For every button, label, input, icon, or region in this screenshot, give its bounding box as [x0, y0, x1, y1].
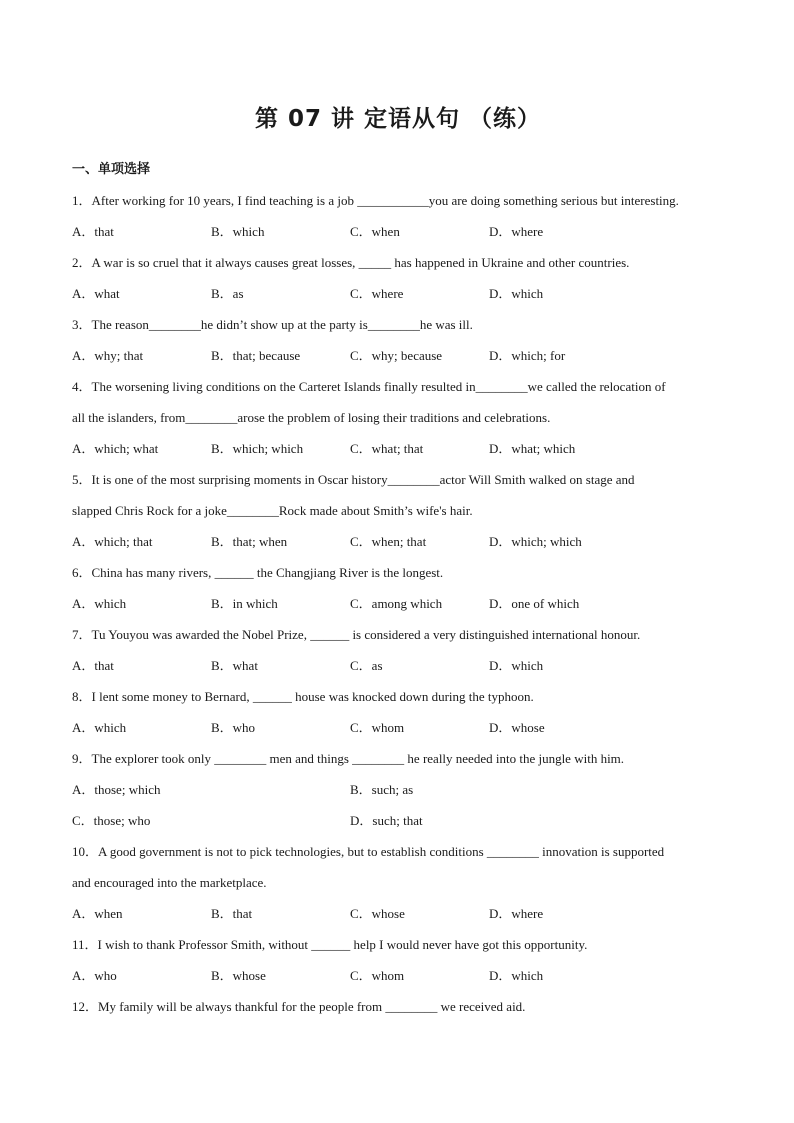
- option-a: A．which; what: [72, 441, 159, 456]
- answer-options: [72, 898, 724, 929]
- question-text: 8．I lent some money to Bernard, ______ house was knocked down during the typhoon.: [72, 689, 534, 704]
- question: [72, 619, 724, 681]
- question: [72, 309, 724, 371]
- option-d: D．one of which: [489, 596, 580, 611]
- option-c: C．as: [350, 658, 383, 673]
- question: [72, 681, 724, 743]
- option-b: B．whose: [211, 968, 266, 983]
- question: [72, 185, 724, 247]
- option-b: B．as: [211, 286, 244, 301]
- question: [72, 247, 724, 309]
- option-a: A．why; that: [72, 348, 144, 363]
- answer-options-row-2: [72, 805, 724, 836]
- option-b: B．that; when: [211, 534, 288, 549]
- question-text-continued: and encouraged into the marketplace.: [72, 875, 267, 890]
- option-d: D．which; which: [489, 534, 582, 549]
- option-a: A．that: [72, 658, 114, 673]
- question-text: 2．A war is so cruel that it always causes great losses, _____ has happened in Ukraine and other countries.: [72, 255, 630, 270]
- option-b: B．such; as: [350, 782, 414, 797]
- question-text: 7．Tu Youyou was awarded the Nobel Prize, ______ is considered a very distinguished international honour.: [72, 627, 641, 642]
- answer-options: [72, 712, 724, 743]
- option-c: C．what; that: [350, 441, 424, 456]
- option-c: C．when: [350, 224, 400, 239]
- answer-options: [72, 526, 724, 557]
- option-a: A．which: [72, 596, 127, 611]
- option-c: C．whom: [350, 720, 405, 735]
- question-text-continued: all the islanders, from________arose the problem of losing their traditions and celebrations.: [72, 410, 551, 425]
- question-text: 10．A good government is not to pick technologies, but to establish conditions ________ innovation is supported: [72, 844, 665, 859]
- answer-options: [72, 960, 724, 991]
- option-c: C．why; because: [350, 348, 443, 363]
- option-c: C．among which: [350, 596, 443, 611]
- option-b: B．what: [211, 658, 258, 673]
- option-b: B．that: [211, 906, 253, 921]
- question-text-continued: slapped Chris Rock for a joke________Rock made about Smith’s wife's hair.: [72, 503, 473, 518]
- option-c: C．where: [350, 286, 404, 301]
- option-a: A．when: [72, 906, 123, 921]
- question: [72, 991, 724, 1022]
- option-d: D．whose: [489, 720, 545, 735]
- question-text: 12．My family will be always thankful for the people from ________ we received aid.: [72, 999, 526, 1014]
- answer-options: [72, 650, 724, 681]
- option-a: A．that: [72, 224, 114, 239]
- question-text: 1．After working for 10 years, I find teaching is a job ___________you are doing something serious but interesting.: [72, 193, 679, 208]
- option-a: A．those; which: [72, 782, 161, 797]
- option-d: D．which; for: [489, 348, 566, 363]
- answer-options: [72, 340, 724, 371]
- option-d: D．such; that: [350, 813, 423, 828]
- question: [72, 836, 724, 929]
- option-c: C．whose: [350, 906, 405, 921]
- option-b: B．who: [211, 720, 256, 735]
- question-text: 4．The worsening living conditions on the Carteret Islands finally resulted in________we called the relocation of: [72, 379, 666, 394]
- question: [72, 929, 724, 991]
- option-c: C．those; who: [72, 813, 151, 828]
- option-d: D．which: [489, 286, 544, 301]
- question: [72, 371, 724, 464]
- question: [72, 557, 724, 619]
- option-d: D．where: [489, 224, 544, 239]
- option-d: D．which: [489, 658, 544, 673]
- section-heading: 一、单项选择: [72, 162, 151, 177]
- option-c: C．when; that: [350, 534, 427, 549]
- option-a: A．which: [72, 720, 127, 735]
- question: [72, 464, 724, 557]
- option-d: D．where: [489, 906, 544, 921]
- option-c: C．whom: [350, 968, 405, 983]
- question-text: 11．I wish to thank Professor Smith, without ______ help I would never have got this opportunity.: [72, 937, 588, 952]
- option-a: A．what: [72, 286, 120, 301]
- answer-options-row-1: [72, 774, 724, 805]
- question-text: 5．It is one of the most surprising moments in Oscar history________actor Will Smith walked on stage and: [72, 472, 635, 487]
- option-d: D．which: [489, 968, 544, 983]
- option-b: B．which; which: [211, 441, 304, 456]
- option-b: B．which: [211, 224, 265, 239]
- question-text: 6．China has many rivers, ______ the Changjiang River is the longest.: [72, 565, 444, 580]
- question-text: 9．The explorer took only ________ men and things ________ he really needed into the jungle with him.: [72, 751, 625, 766]
- question-text: 3．The reason________he didn’t show up at the party is________he was ill.: [72, 317, 473, 332]
- answer-options: [72, 433, 724, 464]
- answer-options: [72, 278, 724, 309]
- page-title: 第 07 讲 定语从句 （练）: [254, 106, 542, 132]
- option-b: B．in which: [211, 596, 278, 611]
- answer-options: [72, 588, 724, 619]
- question: [72, 743, 724, 836]
- option-a: A．which; that: [72, 534, 153, 549]
- answer-options: [72, 216, 724, 247]
- option-d: D．what; which: [489, 441, 576, 456]
- option-a: A．who: [72, 968, 117, 983]
- option-b: B．that; because: [211, 348, 301, 363]
